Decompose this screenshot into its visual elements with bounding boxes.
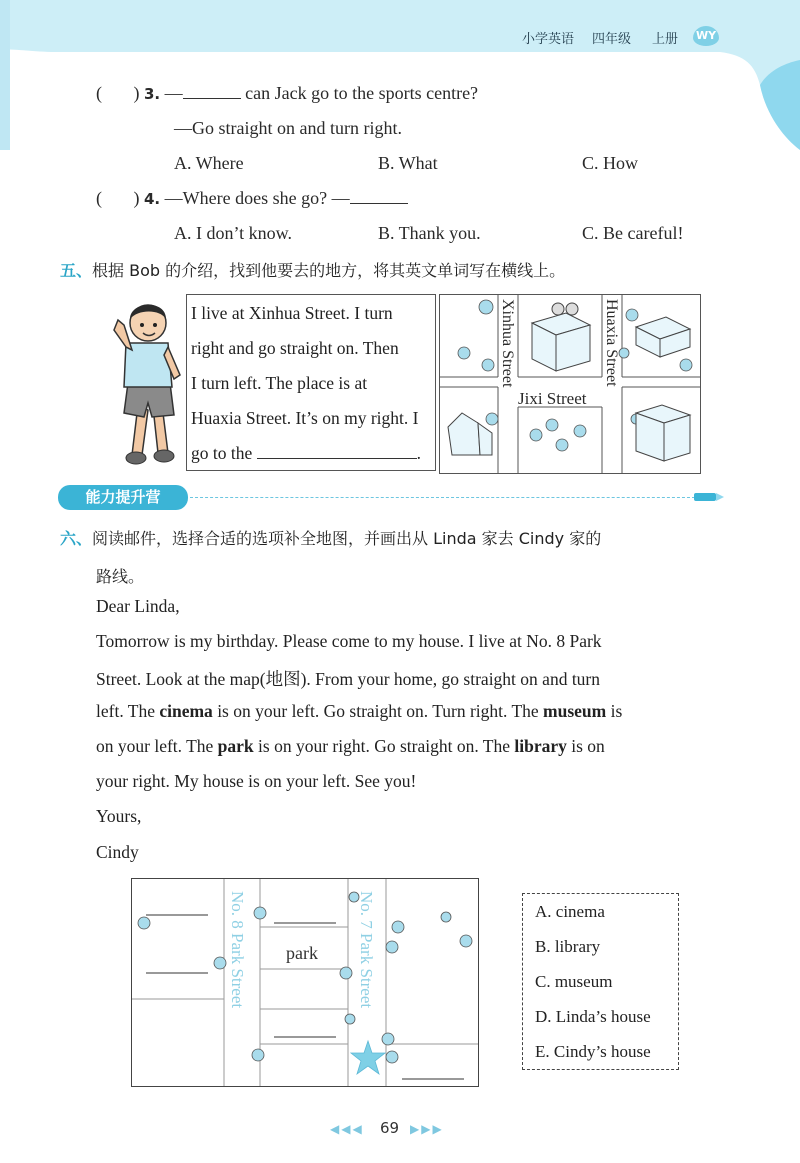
q4-option-a[interactable]: A. I don’t know. bbox=[174, 223, 292, 243]
map-blank-3[interactable] bbox=[274, 909, 336, 923]
q4-option-c[interactable]: C. Be careful! bbox=[582, 223, 684, 243]
q3-option-c[interactable]: C. How bbox=[582, 153, 639, 173]
map-street-no7: No. 7 Park Street bbox=[357, 891, 376, 1009]
map-park-label: park bbox=[286, 943, 318, 963]
question-3-line2: —Go straight on and turn right. bbox=[174, 118, 402, 138]
ability-banner: 能力提升营 bbox=[58, 485, 188, 510]
q3-dash: — bbox=[164, 83, 183, 103]
option-a[interactable]: A. cinema bbox=[535, 902, 605, 921]
letter-line-1: Tomorrow is my birthday. Please come to my house. I live at No. 8 Park bbox=[96, 631, 602, 651]
section-6-number: 六、 bbox=[60, 529, 93, 548]
pencil-icon bbox=[694, 490, 724, 504]
keyword-cinema: cinema bbox=[159, 701, 213, 721]
story-line-1: I live at Xinhua Street. I turn bbox=[191, 303, 393, 323]
section-6-map bbox=[131, 878, 479, 1087]
footer-left-arrows: ◀◀◀ bbox=[330, 1122, 364, 1136]
q3-number: 3. bbox=[144, 85, 161, 103]
letter-line-5: your right. My house is on your left. See you! bbox=[96, 771, 417, 791]
keyword-park: park bbox=[217, 736, 254, 756]
letter-line-3: left. The cinema is on your left. Go straight on. Turn right. The museum is bbox=[96, 701, 623, 721]
q4-number: 4. bbox=[144, 190, 161, 208]
section-6-title bbox=[60, 526, 601, 549]
map-huaxia-street: Huaxia Street bbox=[603, 299, 620, 387]
cindy-star-marker bbox=[351, 1041, 385, 1074]
q3-option-b[interactable]: B. What bbox=[378, 153, 438, 173]
q3-option-a[interactable]: A. Where bbox=[174, 153, 244, 173]
question-3-line1 bbox=[96, 83, 478, 104]
letter-closing: Yours, bbox=[96, 806, 142, 826]
letter-line-2: Street. Look at the map(地图). From your home, go straight on and turn bbox=[96, 669, 601, 689]
q4-bracket[interactable]: ( ) bbox=[96, 188, 140, 208]
bob-story-box bbox=[186, 294, 436, 471]
section-5-answer-blank[interactable] bbox=[257, 458, 417, 459]
section-5-instruction: 根据 Bob 的介绍，找到他要去的地方，将其英文单词写在横线上。 bbox=[92, 261, 566, 280]
story-line-5 bbox=[191, 436, 421, 471]
map-street-no8: No. 8 Park Street bbox=[228, 891, 247, 1009]
footer-right-arrows: ▶▶▶ bbox=[410, 1122, 444, 1136]
map-blank-2[interactable] bbox=[146, 959, 208, 973]
story-end-period: . bbox=[416, 443, 421, 463]
q4-question-text: —Where does she go? — bbox=[164, 188, 350, 208]
map-blank-1[interactable] bbox=[146, 901, 208, 915]
keyword-museum: museum bbox=[543, 701, 607, 721]
map-jixi-street: Jixi Street bbox=[518, 389, 587, 408]
q3-bracket[interactable]: ( ) bbox=[96, 83, 140, 103]
letter-line-4: on your left. The park is on your right. Go straight on. The library is on bbox=[96, 736, 605, 756]
option-e[interactable]: E. Cindy’s house bbox=[535, 1042, 651, 1061]
map-xinhua-street: Xinhua Street bbox=[499, 299, 516, 388]
map-blank-5[interactable] bbox=[402, 1065, 464, 1079]
story-line-3: I turn left. The place is at bbox=[191, 373, 368, 393]
keyword-library: library bbox=[514, 736, 567, 756]
section-6-instruction-line2: 路线。 bbox=[96, 567, 145, 586]
edition-badge: WY bbox=[693, 26, 719, 46]
section-6-instruction-line1: 阅读邮件，选择合适的选项补全地图，并画出从 Linda 家去 Cindy 家的 bbox=[92, 529, 602, 548]
section-5-title bbox=[60, 258, 565, 281]
letter-salutation: Dear Linda, bbox=[96, 596, 180, 616]
banner-dashed-line bbox=[190, 497, 695, 498]
header-grade: 四年级 bbox=[592, 32, 632, 47]
q3-question-text: can Jack go to the sports centre? bbox=[245, 83, 479, 103]
section-5-number: 五、 bbox=[60, 261, 93, 280]
q4-option-b[interactable]: B. Thank you. bbox=[378, 223, 481, 243]
section-5-map bbox=[439, 294, 701, 474]
bob-boy-illustration bbox=[108, 295, 188, 470]
story-line-4: Huaxia Street. It’s on my right. I bbox=[191, 408, 419, 428]
q3-answer-blank[interactable] bbox=[183, 98, 241, 99]
question-4-line1 bbox=[96, 188, 408, 209]
q4-answer-blank[interactable] bbox=[350, 203, 408, 204]
page-number: 69 bbox=[380, 1119, 400, 1137]
story-line-2: right and go straight on. Then bbox=[191, 338, 399, 358]
section-6-options-box bbox=[522, 893, 679, 1070]
option-c[interactable]: C. museum bbox=[535, 972, 613, 991]
map-blank-4[interactable] bbox=[274, 1023, 336, 1037]
option-d[interactable]: D. Linda’s house bbox=[535, 1007, 651, 1026]
section-5-map-graphics bbox=[440, 295, 700, 473]
story-last-text: go to the bbox=[191, 443, 253, 463]
option-b[interactable]: B. library bbox=[535, 937, 601, 956]
header-subject: 小学英语 bbox=[522, 32, 575, 47]
header-volume: 上册 bbox=[652, 32, 679, 47]
letter-signature: Cindy bbox=[96, 842, 139, 862]
